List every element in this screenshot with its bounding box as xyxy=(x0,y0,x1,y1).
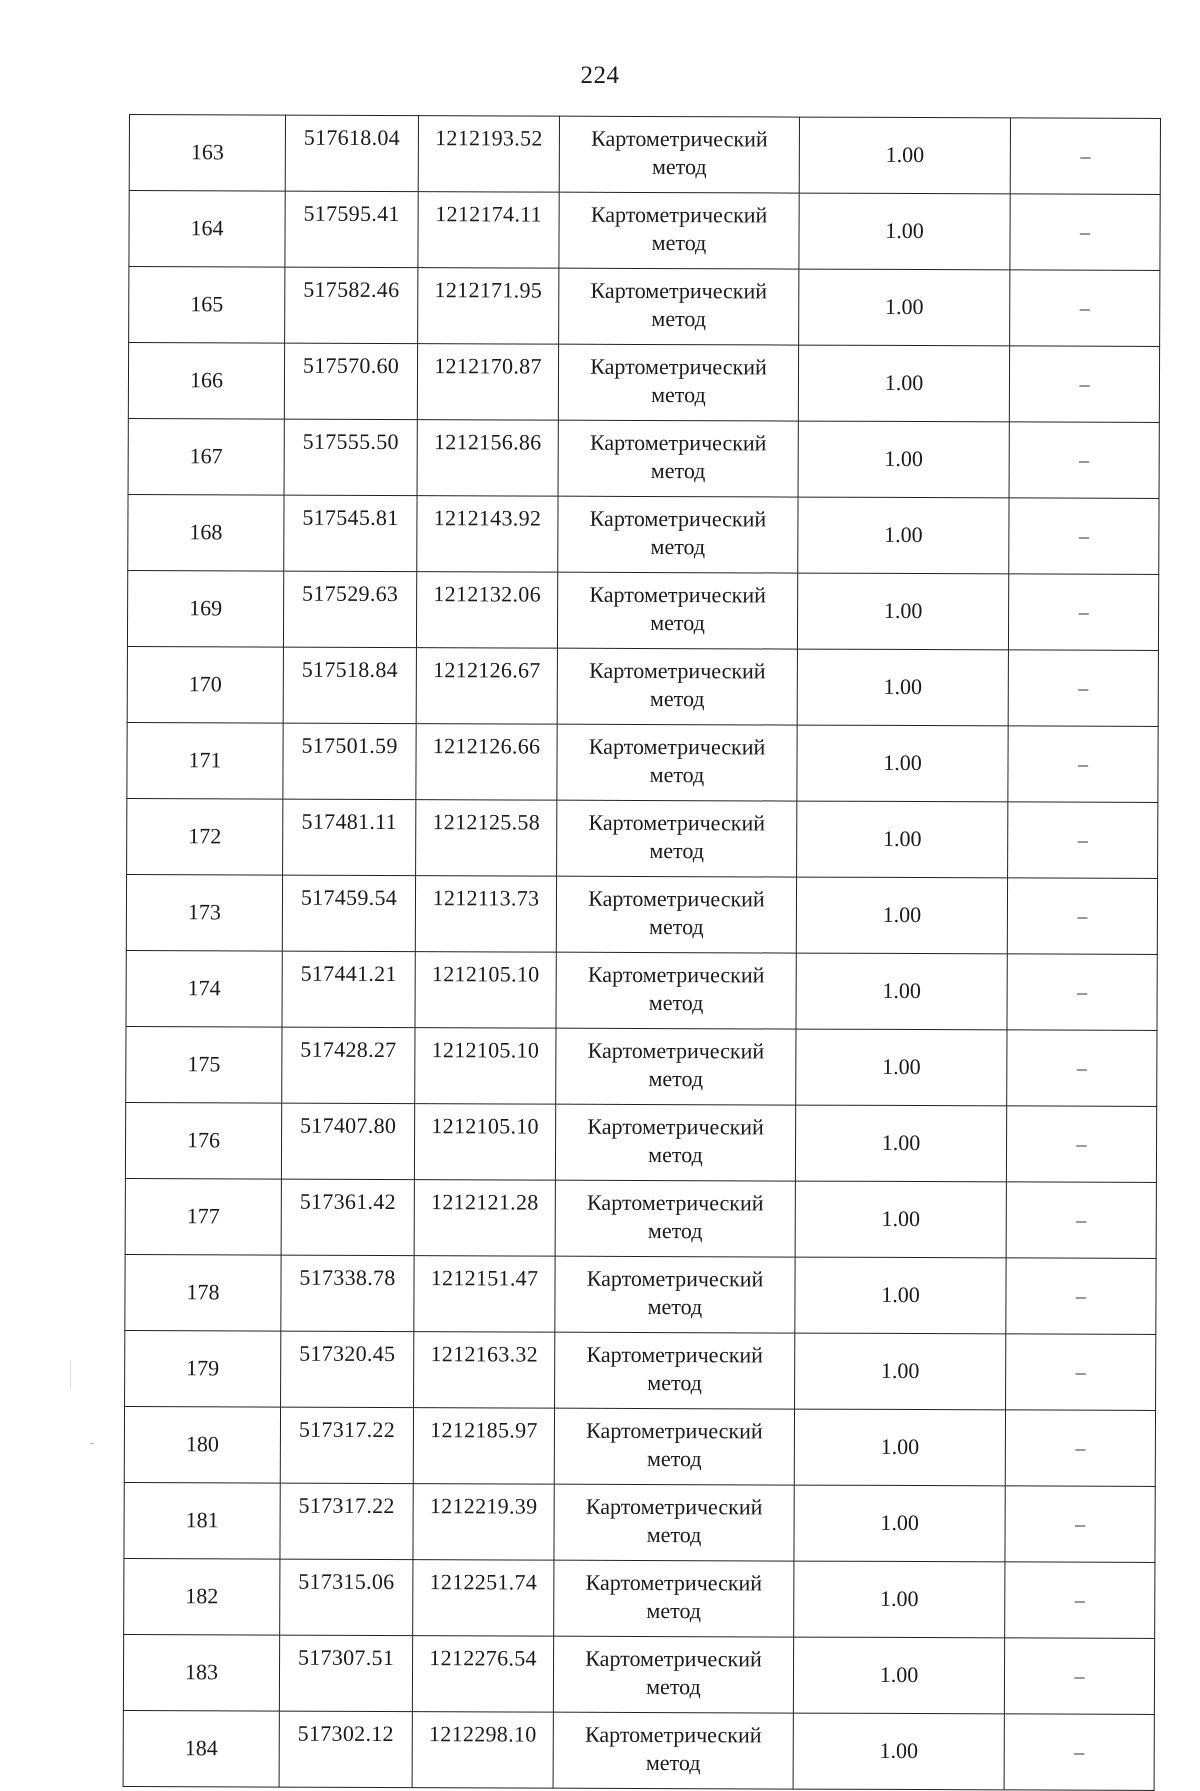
x-coordinate-cell: 517307.51 xyxy=(279,1635,412,1712)
table-row xyxy=(125,1178,1156,1258)
table-row xyxy=(127,798,1158,878)
accuracy-cell: 1.00 xyxy=(797,801,1008,878)
y-coordinate-cell: 1212105.10 xyxy=(415,952,556,1029)
y-coordinate-cell: 1212185.97 xyxy=(413,1408,554,1485)
note-cell: – xyxy=(1008,726,1158,803)
accuracy-cell: 1.00 xyxy=(794,1485,1005,1562)
table-row xyxy=(127,646,1158,726)
point-number-cell: 175 xyxy=(126,1026,282,1103)
point-number-cell: 183 xyxy=(123,1634,279,1711)
table-row xyxy=(129,267,1160,347)
note-cell: – xyxy=(1010,194,1160,271)
accuracy-cell: 1.00 xyxy=(794,1561,1005,1638)
method-cell: Картометрический метод xyxy=(558,344,798,421)
note-cell: – xyxy=(1007,954,1157,1031)
method-cell: Картометрический метод xyxy=(558,420,798,497)
point-number-cell: 179 xyxy=(125,1330,281,1407)
table-row xyxy=(128,494,1159,574)
x-coordinate-cell: 517317.22 xyxy=(280,1483,413,1560)
note-cell: – xyxy=(1010,118,1160,195)
method-cell: Картометрический метод xyxy=(554,1408,794,1485)
x-coordinate-cell: 517582.46 xyxy=(285,267,418,344)
y-coordinate-cell: 1212193.52 xyxy=(418,116,559,193)
accuracy-cell: 1.00 xyxy=(793,1637,1004,1714)
accuracy-cell: 1.00 xyxy=(795,1105,1006,1182)
x-coordinate-cell: 517338.78 xyxy=(281,1255,414,1332)
method-cell: Картометрический метод xyxy=(554,1560,794,1637)
table-row xyxy=(127,570,1158,650)
point-number-cell: 171 xyxy=(127,722,283,799)
point-number-cell: 172 xyxy=(127,798,283,875)
table-row xyxy=(123,1710,1154,1790)
table-row xyxy=(124,1406,1155,1486)
accuracy-cell: 1.00 xyxy=(798,497,1009,574)
note-cell: – xyxy=(1005,1410,1155,1487)
point-number-cell: 166 xyxy=(128,343,284,420)
point-number-cell: 170 xyxy=(127,646,283,723)
x-coordinate-cell: 517570.60 xyxy=(284,343,417,420)
accuracy-cell: 1.00 xyxy=(799,117,1010,194)
x-coordinate-cell: 517555.50 xyxy=(284,419,417,496)
note-cell: – xyxy=(1008,802,1158,879)
note-cell: – xyxy=(1006,1182,1156,1259)
x-coordinate-cell: 517315.06 xyxy=(280,1559,413,1636)
method-cell: Картометрический метод xyxy=(556,1028,796,1105)
point-number-cell: 165 xyxy=(129,267,285,344)
table-row xyxy=(125,1330,1156,1410)
x-coordinate-cell: 517320.45 xyxy=(281,1331,414,1408)
point-number-cell: 164 xyxy=(129,191,285,268)
accuracy-cell: 1.00 xyxy=(797,573,1008,650)
y-coordinate-cell: 1212251.74 xyxy=(413,1560,554,1637)
y-coordinate-cell: 1212276.54 xyxy=(412,1636,553,1713)
table-row xyxy=(124,1482,1155,1562)
point-number-cell: 176 xyxy=(125,1102,281,1179)
method-cell: Картометрический метод xyxy=(556,876,796,953)
table-row xyxy=(129,115,1160,195)
x-coordinate-cell: 517428.27 xyxy=(282,1027,415,1104)
note-cell: – xyxy=(1009,422,1159,499)
point-number-cell: 178 xyxy=(125,1254,281,1331)
y-coordinate-cell: 1212156.86 xyxy=(417,420,558,497)
point-number-cell: 167 xyxy=(128,418,284,495)
point-number-cell: 182 xyxy=(124,1558,280,1635)
table-row xyxy=(124,1558,1155,1638)
note-cell: – xyxy=(1006,1106,1156,1183)
y-coordinate-cell: 1212163.32 xyxy=(414,1332,555,1409)
note-cell: – xyxy=(1005,1486,1155,1563)
page-number: 224 xyxy=(580,62,620,89)
x-coordinate-cell: 517459.54 xyxy=(282,875,415,952)
accuracy-cell: 1.00 xyxy=(796,953,1007,1030)
x-coordinate-cell: 517407.80 xyxy=(281,1103,414,1180)
point-number-cell: 184 xyxy=(123,1710,279,1787)
method-cell: Картометрический метод xyxy=(557,648,797,725)
accuracy-cell: 1.00 xyxy=(796,1029,1007,1106)
method-cell: Картометрический метод xyxy=(555,1256,795,1333)
table-row xyxy=(127,722,1158,802)
x-coordinate-cell: 517361.42 xyxy=(281,1179,414,1256)
method-cell: Картометрический метод xyxy=(557,724,797,801)
point-number-cell: 174 xyxy=(126,950,282,1027)
table-row xyxy=(129,191,1160,271)
x-coordinate-cell: 517501.59 xyxy=(283,723,416,800)
method-cell: Картометрический метод xyxy=(559,116,799,193)
note-cell: – xyxy=(1009,346,1159,423)
table-row xyxy=(128,343,1159,423)
table-row xyxy=(125,1254,1156,1334)
table-row xyxy=(126,950,1157,1030)
accuracy-cell: 1.00 xyxy=(795,1257,1006,1334)
x-coordinate-cell: 517595.41 xyxy=(285,191,418,268)
y-coordinate-cell: 1212125.58 xyxy=(416,800,557,877)
x-coordinate-cell: 517618.04 xyxy=(285,115,418,192)
method-cell: Картометрический метод xyxy=(555,1180,795,1257)
y-coordinate-cell: 1212105.10 xyxy=(415,1028,556,1105)
y-coordinate-cell: 1212132.06 xyxy=(416,572,557,649)
accuracy-cell: 1.00 xyxy=(795,1181,1006,1258)
x-coordinate-cell: 517545.81 xyxy=(284,495,417,572)
accuracy-cell: 1.00 xyxy=(799,269,1010,346)
y-coordinate-cell: 1212171.95 xyxy=(418,268,559,345)
y-coordinate-cell: 1212105.10 xyxy=(414,1104,555,1181)
x-coordinate-cell: 517317.22 xyxy=(280,1407,413,1484)
table-row xyxy=(126,1026,1157,1106)
method-cell: Картометрический метод xyxy=(559,268,799,345)
accuracy-cell: 1.00 xyxy=(795,1333,1006,1410)
method-cell: Картометрический метод xyxy=(558,496,798,573)
accuracy-cell: 1.00 xyxy=(798,345,1009,422)
coordinates-table-body xyxy=(123,115,1160,1791)
accuracy-cell: 1.00 xyxy=(797,725,1008,802)
point-number-cell: 177 xyxy=(125,1178,281,1255)
y-coordinate-cell: 1212113.73 xyxy=(415,876,556,953)
y-coordinate-cell: 1212126.66 xyxy=(416,724,557,801)
point-number-cell: 173 xyxy=(126,874,282,951)
x-coordinate-cell: 517529.63 xyxy=(283,571,416,648)
accuracy-cell: 1.00 xyxy=(799,193,1010,270)
method-cell: Картометрический метод xyxy=(553,1636,793,1713)
y-coordinate-cell: 1212298.10 xyxy=(412,1712,553,1789)
note-cell: – xyxy=(1004,1638,1154,1715)
note-cell: – xyxy=(1009,498,1159,575)
point-number-cell: 180 xyxy=(124,1406,280,1483)
note-cell: – xyxy=(1010,270,1160,347)
x-coordinate-cell: 517302.12 xyxy=(279,1711,412,1788)
note-cell: – xyxy=(1005,1562,1155,1639)
point-number-cell: 163 xyxy=(129,115,285,192)
note-cell: – xyxy=(1007,1030,1157,1107)
coordinates-table xyxy=(123,114,1161,1791)
method-cell: Картометрический метод xyxy=(555,1104,795,1181)
y-coordinate-cell: 1212170.87 xyxy=(417,344,558,421)
method-cell: Картометрический метод xyxy=(554,1484,794,1561)
point-number-cell: 181 xyxy=(124,1482,280,1559)
table-row xyxy=(123,1634,1154,1714)
scan-speck xyxy=(70,1360,71,1390)
accuracy-cell: 1.00 xyxy=(793,1713,1004,1790)
method-cell: Картометрический метод xyxy=(555,1332,795,1409)
y-coordinate-cell: 1212143.92 xyxy=(417,496,558,573)
accuracy-cell: 1.00 xyxy=(796,877,1007,954)
note-cell: – xyxy=(1007,878,1157,955)
table-row xyxy=(125,1102,1156,1182)
point-number-cell: 169 xyxy=(127,570,283,647)
y-coordinate-cell: 1212174.11 xyxy=(418,192,559,269)
note-cell: – xyxy=(1004,1714,1154,1791)
point-number-cell: 168 xyxy=(128,494,284,571)
y-coordinate-cell: 1212121.28 xyxy=(414,1180,555,1257)
note-cell: – xyxy=(1006,1334,1156,1411)
y-coordinate-cell: 1212126.67 xyxy=(416,648,557,725)
accuracy-cell: 1.00 xyxy=(798,421,1009,498)
table-row xyxy=(126,874,1157,954)
method-cell: Картометрический метод xyxy=(553,1712,793,1789)
scan-speck xyxy=(90,1443,94,1444)
note-cell: – xyxy=(1008,650,1158,727)
x-coordinate-cell: 517481.11 xyxy=(283,799,416,876)
method-cell: Картометрический метод xyxy=(557,800,797,877)
method-cell: Картометрический метод xyxy=(557,572,797,649)
y-coordinate-cell: 1212219.39 xyxy=(413,1484,554,1561)
note-cell: – xyxy=(1008,574,1158,651)
accuracy-cell: 1.00 xyxy=(794,1409,1005,1486)
x-coordinate-cell: 517441.21 xyxy=(282,951,415,1028)
table-row xyxy=(128,418,1159,498)
note-cell: – xyxy=(1006,1258,1156,1335)
x-coordinate-cell: 517518.84 xyxy=(283,647,416,724)
method-cell: Картометрический метод xyxy=(556,952,796,1029)
method-cell: Картометрический метод xyxy=(559,192,799,269)
y-coordinate-cell: 1212151.47 xyxy=(414,1256,555,1333)
accuracy-cell: 1.00 xyxy=(797,649,1008,726)
